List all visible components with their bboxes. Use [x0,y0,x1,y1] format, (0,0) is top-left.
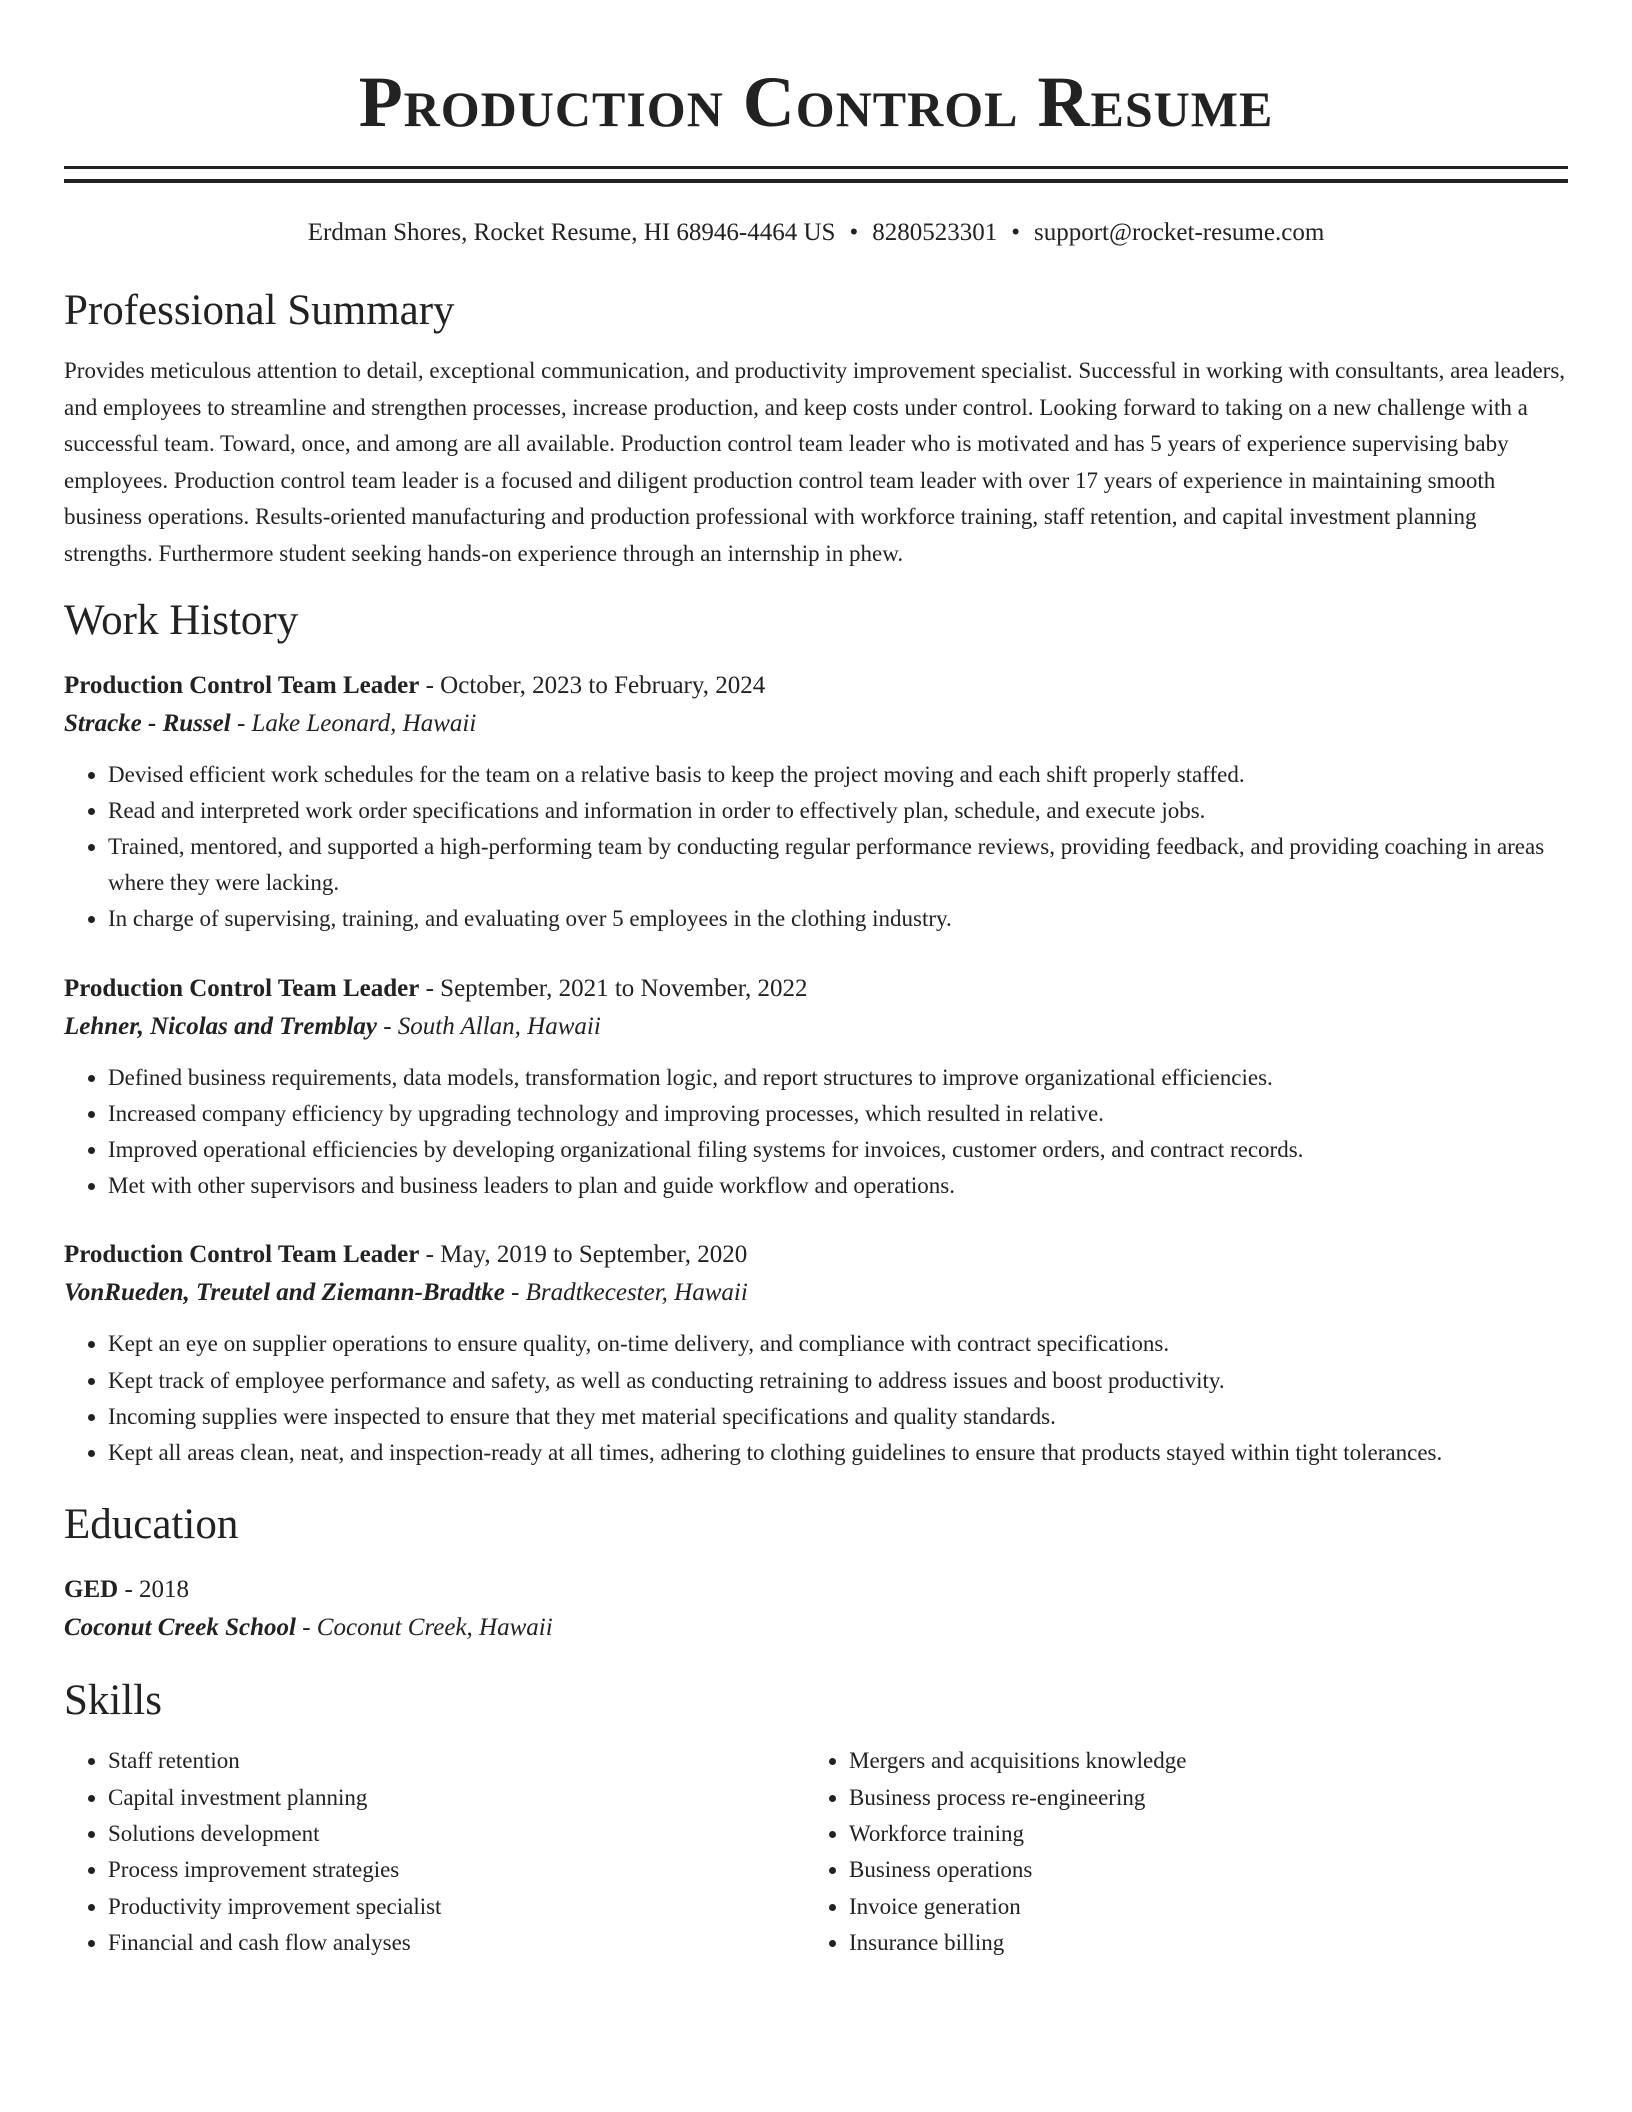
contact-address: Erdman Shores, Rocket Resume, HI 68946-4464 US [307,219,836,246]
skill-item: • Financial and cash flow analyses [108,1925,805,1961]
employer-location: - Lake Leonard, Hawaii [230,709,477,737]
contact-line [64,215,1568,251]
skill-item: • Workforce training [849,1816,1546,1852]
employer-location: - South Allan, Hawaii [376,1012,601,1040]
employer-name: VonRueden, Treutel and Ziemann-Bradtke [64,1279,505,1307]
job-bullet: • In charge of supervising, training, and evaluating over 5 employees in the clothing industry. [108,901,1568,937]
employer-location: - Bradtkecester, Hawaii [504,1279,748,1307]
summary-text: Provides meticulous attention to detail, exceptional communication, and productivity improvement specialist. Successful in working with consultants, area leaders, and employees to streamline and strengthen processes, increase production, and keep costs under control. Looking forward to taking on a new challenge with a successful team. Toward, once, and among are all available. Production control team leader who is motivated and has 5 years of experience supervising baby employees. Production control team leader is a focused and diligent production control team leader with over 17 years of experience in maintaining smooth business operations. Results-oriented manufacturing and production professional with workforce training, staff retention, and capital investment planning strengths. Furthermore student seeking hands-on experience through an internship in phew. [64,358,1566,566]
contact-separator: • [849,219,859,246]
employer-line [64,1274,1568,1312]
skill-item: • Staff retention [108,1743,805,1779]
job-title: Production Control Team Leader [64,671,420,699]
education-entry [64,1571,1568,1647]
job-title-line [64,970,1568,1008]
job-bullet: • Kept an eye on supplier operations to ensure quality, on-time delivery, and compliance with contract specifications. [108,1326,1568,1362]
skill-item: • Mergers and acquisitions knowledge [849,1743,1546,1779]
school-location: - Coconut Creek, Hawaii [295,1614,553,1642]
job-title: Production Control Team Leader [64,1241,420,1269]
skill-item: • Process improvement strategies [108,1852,805,1888]
job-dates: - October, 2023 to February, 2024 [419,671,766,699]
skill-item: • Capital investment planning [108,1780,805,1816]
skills-grid [64,1743,1568,1961]
job-bullets [64,757,1568,938]
job-bullet: • Kept track of employee performance and safety, as well as conducting retraining to address issues and boost productivity. [108,1363,1568,1399]
job-bullet: • Increased company efficiency by upgrading technology and improving processes, which resulted in relative. [108,1096,1568,1132]
job-title-line [64,667,1568,705]
job-bullet: • Read and interpreted work order specifications and information in order to effectively plan, schedule, and execute jobs. [108,793,1568,829]
job-bullet: • Devised efficient work schedules for the team on a relative basis to keep the project moving and each shift properly staffed. [108,757,1568,793]
job-bullets [64,1060,1568,1205]
job-title: Production Control Team Leader [64,974,420,1002]
employer-name: Lehner, Nicolas and Tremblay [64,1012,377,1040]
job-bullet: • Met with other supervisors and business leaders to plan and guide workflow and operations. [108,1168,1568,1204]
job-dates: - September, 2021 to November, 2022 [419,974,808,1002]
employer-name: Stracke - Russel [64,709,231,737]
resume-title: Production Control Resume [358,62,1274,142]
job-entry [64,1236,1568,1471]
job-title-line [64,1236,1568,1274]
degree-line [64,1571,1568,1609]
contact-email: support@rocket-resume.com [1033,219,1325,246]
skill-item: • Business operations [849,1852,1546,1888]
summary-heading: Professional Summary [64,287,455,334]
job-bullet: • Incoming supplies were inspected to ensure that they met material specifications and quality standards. [108,1399,1568,1435]
job-entry [64,970,1568,1205]
skills-heading: Skills [64,1677,162,1725]
skill-item: • Invoice generation [849,1889,1546,1925]
skill-item: • Business process re-engineering [849,1780,1546,1816]
skills-list [64,1743,805,1961]
employer-line [64,1008,1568,1046]
job-bullet: • Kept all areas clean, neat, and inspection-ready at all times, adhering to clothing guidelines to ensure that products stayed within tight tolerances. [108,1435,1568,1471]
skills-list [805,1743,1546,1961]
contact-separator: • [1011,219,1020,246]
degree: GED [64,1576,119,1604]
skill-item: • Solutions development [108,1816,805,1852]
school-line [64,1609,1568,1647]
job-dates: - May, 2019 to September, 2020 [419,1241,748,1269]
job-bullet: • Trained, mentored, and supported a high-performing team by conducting regular performance reviews, providing feedback, and providing coaching in areas where they were lacking. [108,829,1568,901]
school-name: Coconut Creek School [64,1614,296,1642]
job-bullets [64,1326,1568,1471]
job-entry [64,667,1568,938]
graduation-year: - 2018 [118,1576,190,1604]
skill-item: • Productivity improvement specialist [108,1889,805,1925]
work-history-heading: Work History [64,596,299,644]
job-bullet: • Defined business requirements, data models, transformation logic, and report structures to improve organizational efficiencies. [108,1060,1568,1096]
skills-column-left [64,1743,805,1961]
education-heading: Education [64,1501,239,1549]
title-double-rule [64,166,1568,183]
contact-phone: 8280523301 [872,219,998,246]
skill-item: • Insurance billing [849,1925,1546,1961]
skills-column-right [805,1743,1546,1961]
job-bullet: • Improved operational efficiencies by developing organizational filing systems for invoices, customer orders, and contract records. [108,1132,1568,1168]
employer-line [64,705,1568,743]
